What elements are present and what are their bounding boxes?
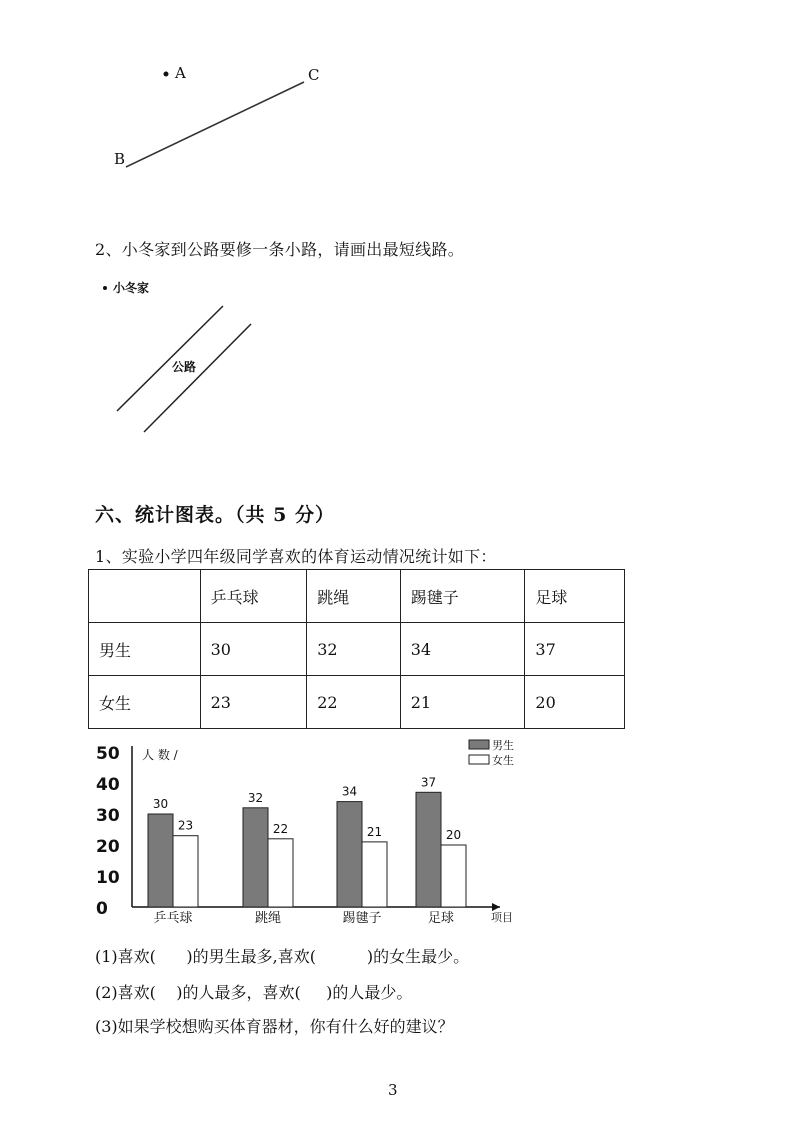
bar-data-label: 22 <box>272 821 289 836</box>
sub-question-2: (2)喜欢( )的人最多，喜欢( )的人最少。 <box>95 983 413 1002</box>
y-tick-label: 20 <box>96 837 120 857</box>
bar-chart <box>88 732 528 937</box>
y-tick-label: 40 <box>96 775 120 795</box>
x-tick-label: 跳绳 <box>254 911 282 926</box>
table-cell: 男生 <box>89 623 201 676</box>
table-header-cell: 跳绳 <box>307 570 401 623</box>
table-cell: 女生 <box>89 676 201 729</box>
sub-question-3: (3)如果学校想购买体育器材，你有什么好的建议？ <box>95 1017 454 1036</box>
point-c-label: C <box>308 66 320 84</box>
bar-data-label: 20 <box>445 828 462 842</box>
page-number: 3 <box>388 1081 398 1099</box>
bar-data-label: 30 <box>152 797 169 811</box>
home-label: 小冬家 <box>113 281 150 295</box>
table-cell: 23 <box>200 676 307 729</box>
table-header-cell <box>89 570 201 623</box>
x-tick-label: 踢毽子 <box>342 911 382 926</box>
point-b-label: B <box>114 150 126 168</box>
bar-chart-svg <box>88 732 528 937</box>
sub-question-1: (1)喜欢( )的男生最多,喜欢( )的女生最少。 <box>95 947 470 966</box>
y-tick-label: 30 <box>96 806 120 826</box>
road-label: 公路 <box>172 360 197 374</box>
bar-boys <box>337 802 362 907</box>
table-header-cell: 踢毽子 <box>400 570 525 623</box>
table-cell: 20 <box>525 676 625 729</box>
home-dot <box>103 286 107 290</box>
table-cell: 30 <box>200 623 307 676</box>
bar-girls <box>441 845 466 907</box>
table-cell: 34 <box>400 623 525 676</box>
y-tick-label: 0 <box>96 899 108 919</box>
question-2-text: 2、小冬家到公路要修一条小路，请画出最短线路。 <box>95 240 465 259</box>
road-line-upper <box>117 306 223 411</box>
bar-data-label: 32 <box>247 790 264 805</box>
section-6-title: 六、统计图表。（共 5 分） <box>95 504 335 526</box>
bar-data-label: 21 <box>366 824 383 839</box>
table-cell: 32 <box>307 623 401 676</box>
x-tick-label: 足球 <box>427 911 455 926</box>
table-cell: 21 <box>400 676 525 729</box>
x-tick-label: 乒乓球 <box>153 911 193 926</box>
x-axis-label: 项目 <box>491 911 513 924</box>
bar-boys <box>416 792 441 907</box>
legend-label: 女生 <box>492 754 514 767</box>
bar-data-label: 34 <box>341 784 358 799</box>
segment-bc <box>126 82 304 167</box>
bar-girls <box>173 836 198 907</box>
bar-boys <box>148 814 173 907</box>
y-tick-label: 10 <box>96 868 120 888</box>
point-a-label: A <box>175 64 186 82</box>
stats-table <box>88 569 625 729</box>
y-tick-label: 50 <box>96 744 120 764</box>
bar-girls <box>268 839 293 907</box>
figure-points-abc <box>0 0 794 230</box>
table-row <box>89 676 625 729</box>
table-row <box>89 623 625 676</box>
question-6-1-text: 1、实验小学四年级同学喜欢的体育运动情况统计如下： <box>95 547 497 566</box>
legend-label: 男生 <box>492 739 514 752</box>
legend-swatch <box>469 755 489 764</box>
legend-swatch <box>469 740 489 749</box>
bar-data-label: 37 <box>420 775 437 790</box>
bar-data-label: 23 <box>177 818 194 833</box>
table-header-cell: 足球 <box>525 570 625 623</box>
bar-boys <box>243 808 268 907</box>
table-cell: 22 <box>307 676 401 729</box>
table-cell: 37 <box>525 623 625 676</box>
table-header-row <box>89 570 625 623</box>
table-header-cell: 乒乓球 <box>200 570 307 623</box>
x-axis-arrow <box>492 903 500 911</box>
y-axis-label: 人 数 / <box>142 748 178 762</box>
road-line-lower <box>144 324 251 432</box>
point-a-dot <box>164 72 169 77</box>
bar-girls <box>362 842 387 907</box>
